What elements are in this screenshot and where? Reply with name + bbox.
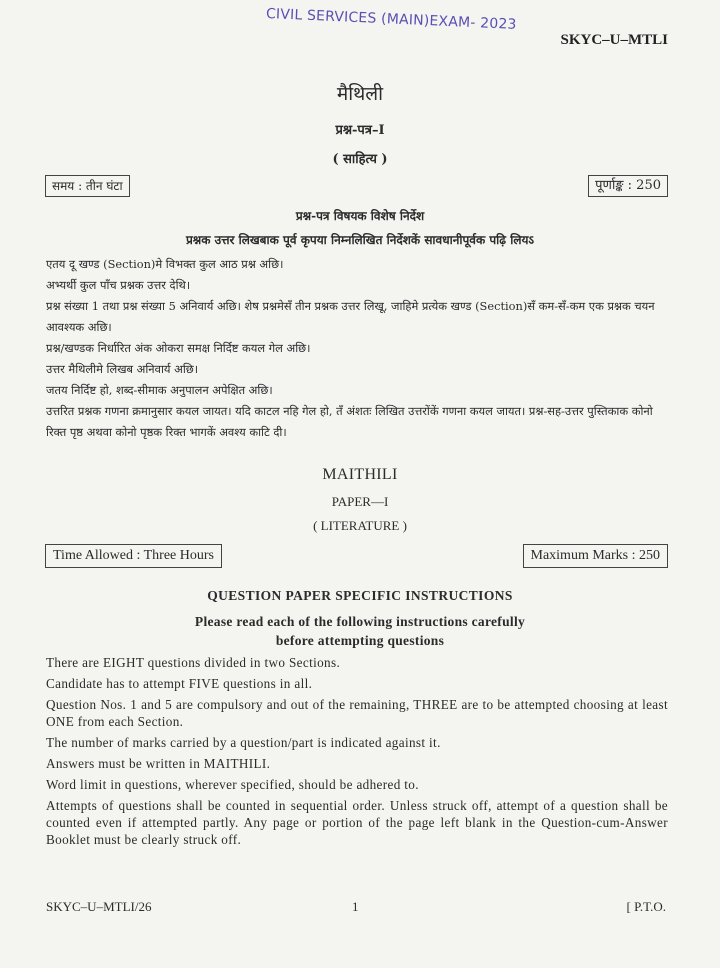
exam-stamp: CIVIL SERVICES (MAIN)EXAM- 2023 [265, 6, 517, 33]
english-instructions-subheading [0, 612, 720, 650]
hindi-instruction: प्रश्न/खण्डक निर्धारित अंक ओकरा समक्ष निर्दिष्ट कयल गेल अछि। [46, 341, 311, 355]
english-instructions-heading: QUESTION PAPER SPECIFIC INSTRUCTIONS [207, 588, 513, 603]
hindi-instruction: प्रश्न संख्या 1 तथा प्रश्न संख्या 5 अनिवार्य अछि। शेष प्रश्नमेसँ तीन प्रश्नक उत्तर लिखू, जाहिमे प्रत्येक खण्ड (Section)सँ कम-सँ-कम एक प्रश्नक चयन आवश्यक अछि। [46, 299, 655, 334]
hindi-time-box: समय : तीन घंटा [45, 175, 130, 197]
hindi-marks-box: पूर्णाङ्क : 250 [588, 175, 668, 197]
english-instruction: The number of marks carried by a question/part is indicated against it. [46, 735, 441, 750]
english-marks-box: Maximum Marks : 250 [523, 544, 669, 568]
english-instruction: Attempts of questions shall be counted in sequential order. Unless struck off, attempt of a question shall be counted even if attempted partly. Any page or portion of the page left blank in the Question-cum-Answer Booklet must be clearly struck off. [46, 798, 668, 847]
english-title: MAITHILI [322, 466, 398, 483]
english-instructions-list [46, 654, 668, 852]
hindi-instruction: उत्तरित प्रश्नक गणना क्रमानुसार कयल जायत। यदि काटल नहि गेल हो, तँ अंशतः लिखित उत्तरोंकें गणना कयल जायत। प्रश्न-सह-उत्तर पुस्तिकाक कोनो रिक्त पृष्ठ अथवा कोनो पृष्ठक रिक्त भागकें अवश्य काटि दी। [46, 404, 653, 439]
hindi-instructions-heading: प्रश्न-पत्र विषयक विशेष निर्देश [295, 209, 425, 223]
footer-paper-code: SKYC–U–MTLI/26 [46, 899, 152, 914]
english-instruction: There are EIGHT questions divided in two Sections. [46, 655, 341, 670]
page-number: 1 [352, 899, 359, 914]
hindi-title: मैथिली [336, 83, 384, 105]
hindi-instruction: उत्तर मैथिलीमे लिखब अनिवार्य अछि। [46, 362, 199, 376]
english-time-box: Time Allowed : Three Hours [45, 544, 222, 568]
english-instruction: Word limit in questions, wherever specified, should be adhered to. [46, 777, 419, 792]
english-instruction: Candidate has to attempt FIVE questions in all. [46, 676, 313, 691]
pto-label: [ P.T.O. [626, 899, 666, 914]
english-paper-number: PAPER—I [331, 494, 389, 509]
hindi-paper-number: प्रश्न-पत्र–I [335, 123, 385, 138]
hindi-subject: ( साहित्य ) [332, 152, 388, 167]
english-subject: ( LITERATURE ) [313, 518, 407, 533]
hindi-instruction: अभ्यर्थी कुल पाँच प्रश्नक उत्तर देथि। [46, 278, 191, 292]
hindi-instructions-list [46, 254, 670, 443]
hindi-instructions-subheading: प्रश्नक उत्तर लिखबाक पूर्व कृपया निम्नलिखित निर्देशकें सावधानीपूर्वक पढ़ि लियऽ [185, 233, 535, 247]
english-subheading-line: Please read each of the following instructions carefully [194, 614, 526, 629]
hindi-instruction: एतय दू खण्ड (Section)मे विभक्त कुल आठ प्रश्न अछि। [46, 257, 284, 271]
english-instruction: Answers must be written in MAITHILI. [46, 756, 271, 771]
english-instruction: Question Nos. 1 and 5 are compulsory and out of the remaining, THREE are to be attempted choosing at least ONE from each Section. [46, 697, 668, 729]
hindi-instruction: जतय निर्दिष्ट हो, शब्द-सीमाक अनुपालन अपेक्षित अछि। [46, 383, 273, 397]
english-subheading-line: before attempting questions [275, 633, 445, 648]
paper-code: SKYC–U–MTLI [560, 32, 668, 48]
